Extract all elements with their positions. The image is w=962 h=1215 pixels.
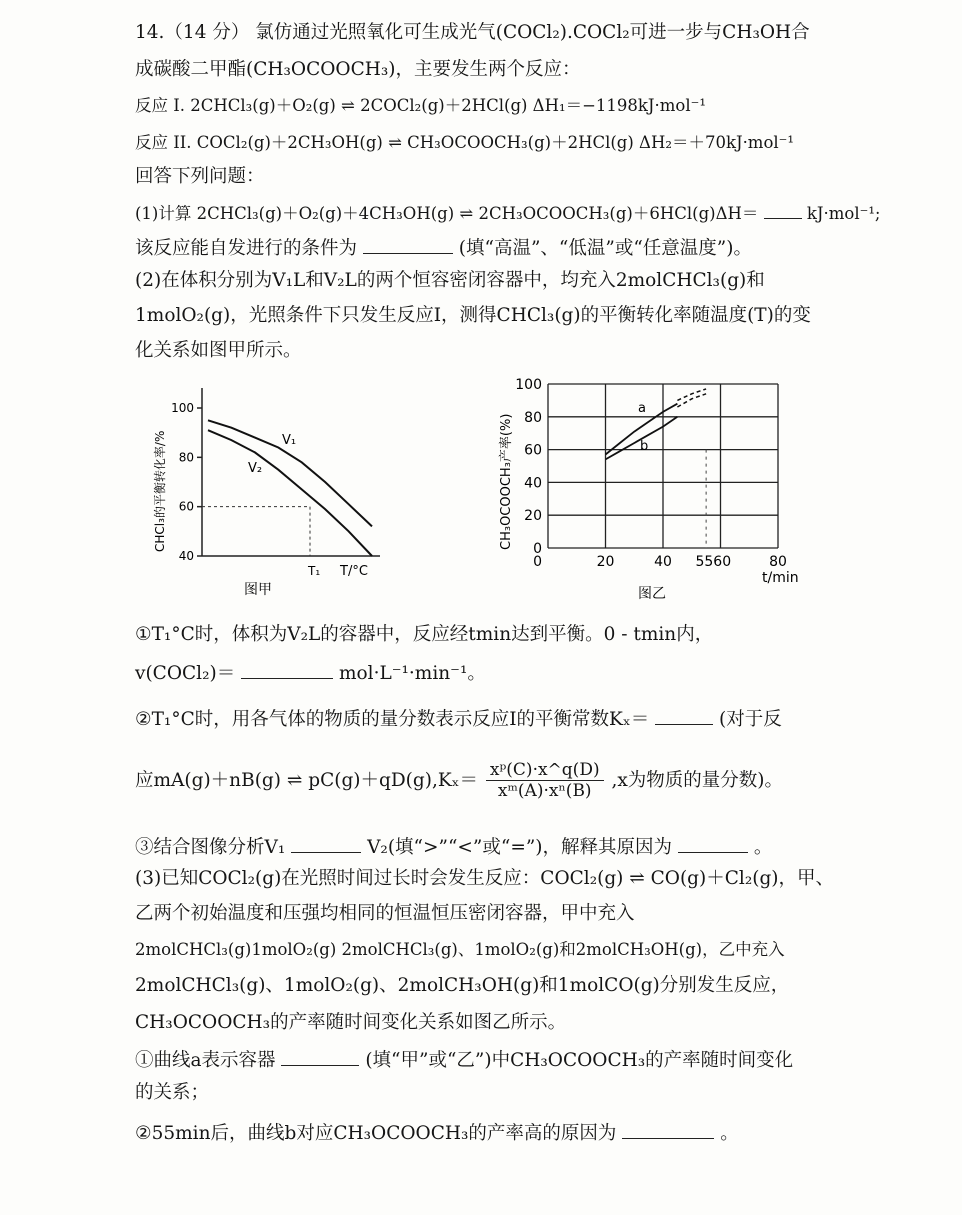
jia-ytick-label: 100 (171, 401, 194, 415)
yi-title: 图乙 (638, 586, 666, 602)
part3-q2-text: ②55min后，曲线b对应CH₃OCOOCH₃的产率高的原因为 (135, 1123, 617, 1144)
part2-line2: 1molO₂(g)，光照条件下只发生反应I，测得CHCl₃(g)的平衡转化率随温度(T)的变 (135, 305, 811, 326)
sub2-formula-prefix: 应mA(g)＋nB(g) ⇌ pC(g)＋qD(g),Kₓ＝ (135, 769, 479, 791)
yi-xlabel: t/min (762, 570, 799, 586)
part3-q1-line2: 的关系； (135, 1082, 210, 1103)
sub2-text: ②T₁°C时，用各气体的物质的量分数表示反应I的平衡常数Kₓ＝ (135, 709, 650, 730)
sub1-line1: ①T₁°C时，体积为V₂L的容器中，反应经tmin达到平衡。0 - tmin内， (135, 624, 714, 645)
kx-numerator: xᵖ(C)·x^q(D) (486, 760, 604, 781)
q14-line2: 成碳酸二甲酯(CH₃OCOOCH₃)，主要发生两个反应： (135, 59, 581, 80)
part1-line1 (135, 200, 881, 224)
part1-unit: kJ·mol⁻¹; (806, 204, 881, 223)
part1-equation: (1)计算 2CHCl₃(g)＋O₂(g)＋4CH₃OH(g) ⇌ 2CH₃OCOOCH₃(g)＋6HCl(g)ΔH＝ (135, 204, 759, 223)
sub2-note: (对于反 (719, 709, 782, 730)
kx-fraction (486, 760, 604, 802)
part3-line3: 2molCHCl₃(g)1molO₂(g) 2molCHCl₃(g)、1molO₂(g)和2molCH₃OH(g)，乙中充入 (135, 940, 785, 959)
sub2-line2 (135, 760, 783, 802)
part3-line5: CH₃OCOOCH₃的产率随时间变化关系如图乙所示。 (135, 1012, 567, 1033)
part3-line2: 乙两个初始温度和压强均相同的恒温恒压密闭容器，甲中充入 (135, 903, 635, 924)
yi-ytick-label: 20 (524, 508, 542, 525)
answer-blank-container[interactable] (281, 1047, 359, 1066)
q14-line1: 14.（14 分） 氯仿通过光照氧化可生成光气(COCl₂).COCl₂可进一步与CH₃OH合 (135, 22, 810, 43)
jia-series-v2 (208, 430, 372, 556)
yi-xtick-label: 5560 (695, 554, 732, 570)
jia-ylabel: CHCl₃的平衡转化率/% (153, 430, 167, 552)
answer-blank-kx[interactable] (655, 706, 713, 725)
part3-q1-line1 (135, 1047, 793, 1072)
sub3-text-b: V₂(填“>”“<”或“=”)，解释其原因为 (367, 837, 673, 858)
jia-ytick-label: 80 (178, 450, 194, 465)
sub1-rate-label: v(COCl₂)＝ (135, 663, 236, 684)
yi-xtick-label: 20 (596, 554, 615, 570)
jia-series-v1-label: V₁ (282, 433, 297, 448)
part2-line3: 化关系如图甲所示。 (135, 340, 302, 361)
answer-prompt: 回答下列问题： (135, 166, 265, 187)
sub1-unit: mol·L⁻¹·min⁻¹。 (338, 663, 486, 684)
jia-series-v2-label: V₂ (248, 461, 263, 476)
yi-ylabel: CH₃OCOOCH₃产率(%) (499, 413, 514, 550)
answer-blank-reason[interactable] (678, 834, 748, 853)
reaction-2: 反应 II. COCl₂(g)＋2CH₃OH(g) ⇌ CH₃OCOOCH₃(g)＋2HCl(g) ΔH₂＝＋70kJ·mol⁻¹ (135, 133, 794, 152)
answer-blank-dh[interactable] (764, 200, 802, 219)
part2-line1: (2)在体积分别为V₁L和V₂L的两个恒容密闭容器中，均充入2molCHCl₃(g)和 (135, 270, 765, 291)
sub3-text-a: ③结合图像分析V₁ (135, 837, 286, 858)
yi-label-a: a (638, 401, 646, 416)
yi-label-b: b (640, 439, 649, 454)
part1-condition-text: 该反应能自发进行的条件为 (135, 238, 358, 259)
reaction-1: 反应 I. 2CHCl₃(g)＋O₂(g) ⇌ 2COCl₂(g)＋2HCl(g) ΔH₁＝−1198kJ·mol⁻¹ (135, 96, 706, 115)
answer-blank-reason-b[interactable] (622, 1120, 714, 1139)
part3-q2-line (135, 1120, 739, 1145)
jia-ytick-label: 60 (178, 499, 194, 514)
jia-ytick-label: 40 (178, 549, 194, 563)
part3-q2-end: 。 (720, 1123, 739, 1144)
jia-xtick-t1: T₁ (308, 564, 321, 578)
chart-yi (490, 370, 820, 615)
yi-series-b-extension (677, 394, 706, 407)
yi-ytick-label: 60 (524, 442, 542, 459)
part3-q1-text-b: (填“甲”或“乙”)中CH₃OCOOCH₃的产率随时间变化 (365, 1050, 794, 1071)
answer-blank-rate[interactable] (241, 660, 333, 679)
yi-ytick-label: 40 (524, 475, 542, 492)
yi-ytick-label: 80 (524, 409, 542, 426)
part3-line4: 2molCHCl₃(g)、1molO₂(g)、2molCH₃OH(g)和1molCO(g)分别发生反应， (135, 975, 790, 996)
sub2-formula-suffix: ,x为物质的量分数)。 (611, 769, 784, 791)
part1-line2 (135, 235, 752, 260)
sub3-text-c: 。 (753, 837, 773, 858)
yi-ytick-label: 100 (515, 377, 542, 393)
yi-ytick-label: 0 (533, 541, 542, 557)
part3-line1: (3)已知COCl₂(g)在光照时间过长时会发生反应：COCl₂(g) ⇌ CO(g)＋Cl₂(g)，甲、 (135, 868, 835, 889)
part3-q1-text-a: ①曲线a表示容器 (135, 1050, 276, 1071)
sub1-line2 (135, 660, 486, 685)
sub2-line1 (135, 706, 782, 731)
kx-denominator: xᵐ(A)·xⁿ(B) (497, 781, 592, 802)
answer-blank-compare[interactable] (291, 834, 361, 853)
yi-xtick-label: 80 (769, 554, 787, 570)
yi-origin-label: 0 (533, 554, 542, 570)
yi-xtick-label: 40 (654, 554, 672, 570)
jia-xlabel: T/°C (340, 564, 368, 579)
jia-title: 图甲 (244, 582, 272, 598)
sub3-line (135, 834, 772, 859)
answer-blank-condition[interactable] (363, 235, 453, 254)
chart-jia (140, 380, 400, 610)
part1-condition-hint: (填“高温”、“低温”或“任意温度”)。 (458, 238, 752, 259)
